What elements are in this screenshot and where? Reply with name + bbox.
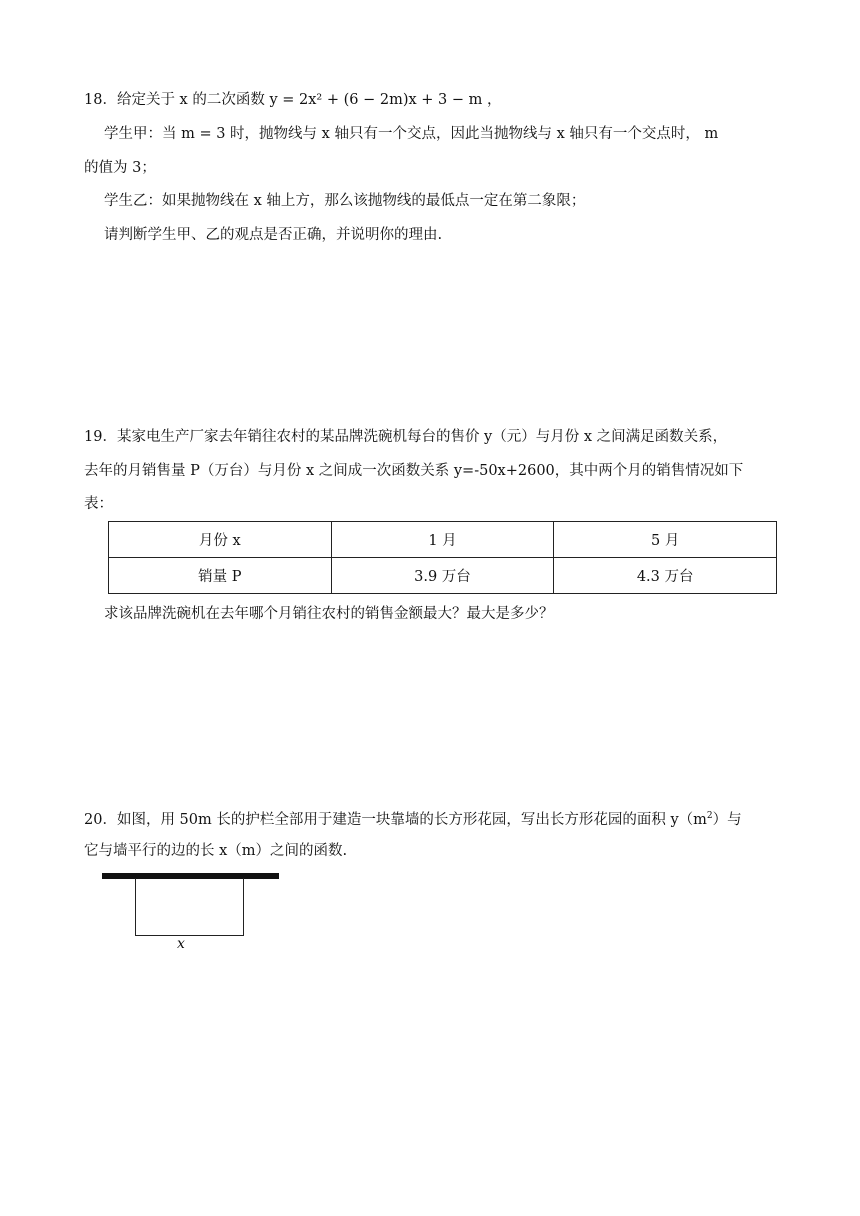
- q20-line1: [84, 806, 742, 830]
- q20-line1-text: 20．如图，用 50m 长的护栏全部用于建造一块靠墙的长方形花园，写出长方形花园的面积 y（m: [84, 811, 707, 828]
- table-cell: 1 月: [331, 522, 554, 558]
- table-cell: 5 月: [554, 522, 777, 558]
- q20-line2: 它与墙平行的边的长 x（m）之间的函数.: [84, 843, 348, 859]
- q19-question: 求该品牌洗碗机在去年哪个月销往农村的销售金额最大？最大是多少？: [104, 606, 554, 622]
- q18-line2: 学生甲：当 m = 3 时，抛物线与 x 轴只有一个交点，因此当抛物线与 x 轴只有一个交点时， m: [104, 126, 719, 142]
- q18-line1: 18．给定关于 x 的二次函数 y = 2x² + (6 − 2m)x + 3 − m ，: [84, 92, 502, 108]
- q19-line3: 表：: [84, 496, 113, 512]
- table-cell: 销量 P: [109, 558, 332, 594]
- q18-line5: 请判断学生甲、乙的观点是否正确，并说明你的理由.: [104, 227, 443, 243]
- table-row: [109, 558, 777, 594]
- garden-rectangle: [135, 878, 244, 936]
- figure-label-x: x: [177, 936, 185, 952]
- superscript: 2: [706, 811, 713, 821]
- table-cell: 3.9 万台: [331, 558, 554, 594]
- q18-line3: 的值为 3；: [84, 160, 156, 176]
- q20-line1-end: ）与: [712, 811, 742, 828]
- q18-line4: 学生乙：如果抛物线在 x 轴上方，那么该抛物线的最低点一定在第二象限；: [104, 193, 586, 209]
- q19-line2: 去年的月销售量 P（万台）与月份 x 之间成一次函数关系 y=-50x+2600，其中两个月的销售情况如下: [84, 463, 744, 479]
- q19-line1: 19．某家电生产厂家去年销往农村的某品牌洗碗机每台的售价 y（元）与月份 x 之间满足函数关系，: [84, 429, 728, 445]
- table-row: [109, 522, 777, 558]
- sales-table: [108, 521, 777, 594]
- table-cell: 4.3 万台: [554, 558, 777, 594]
- table-cell: 月份 x: [109, 522, 332, 558]
